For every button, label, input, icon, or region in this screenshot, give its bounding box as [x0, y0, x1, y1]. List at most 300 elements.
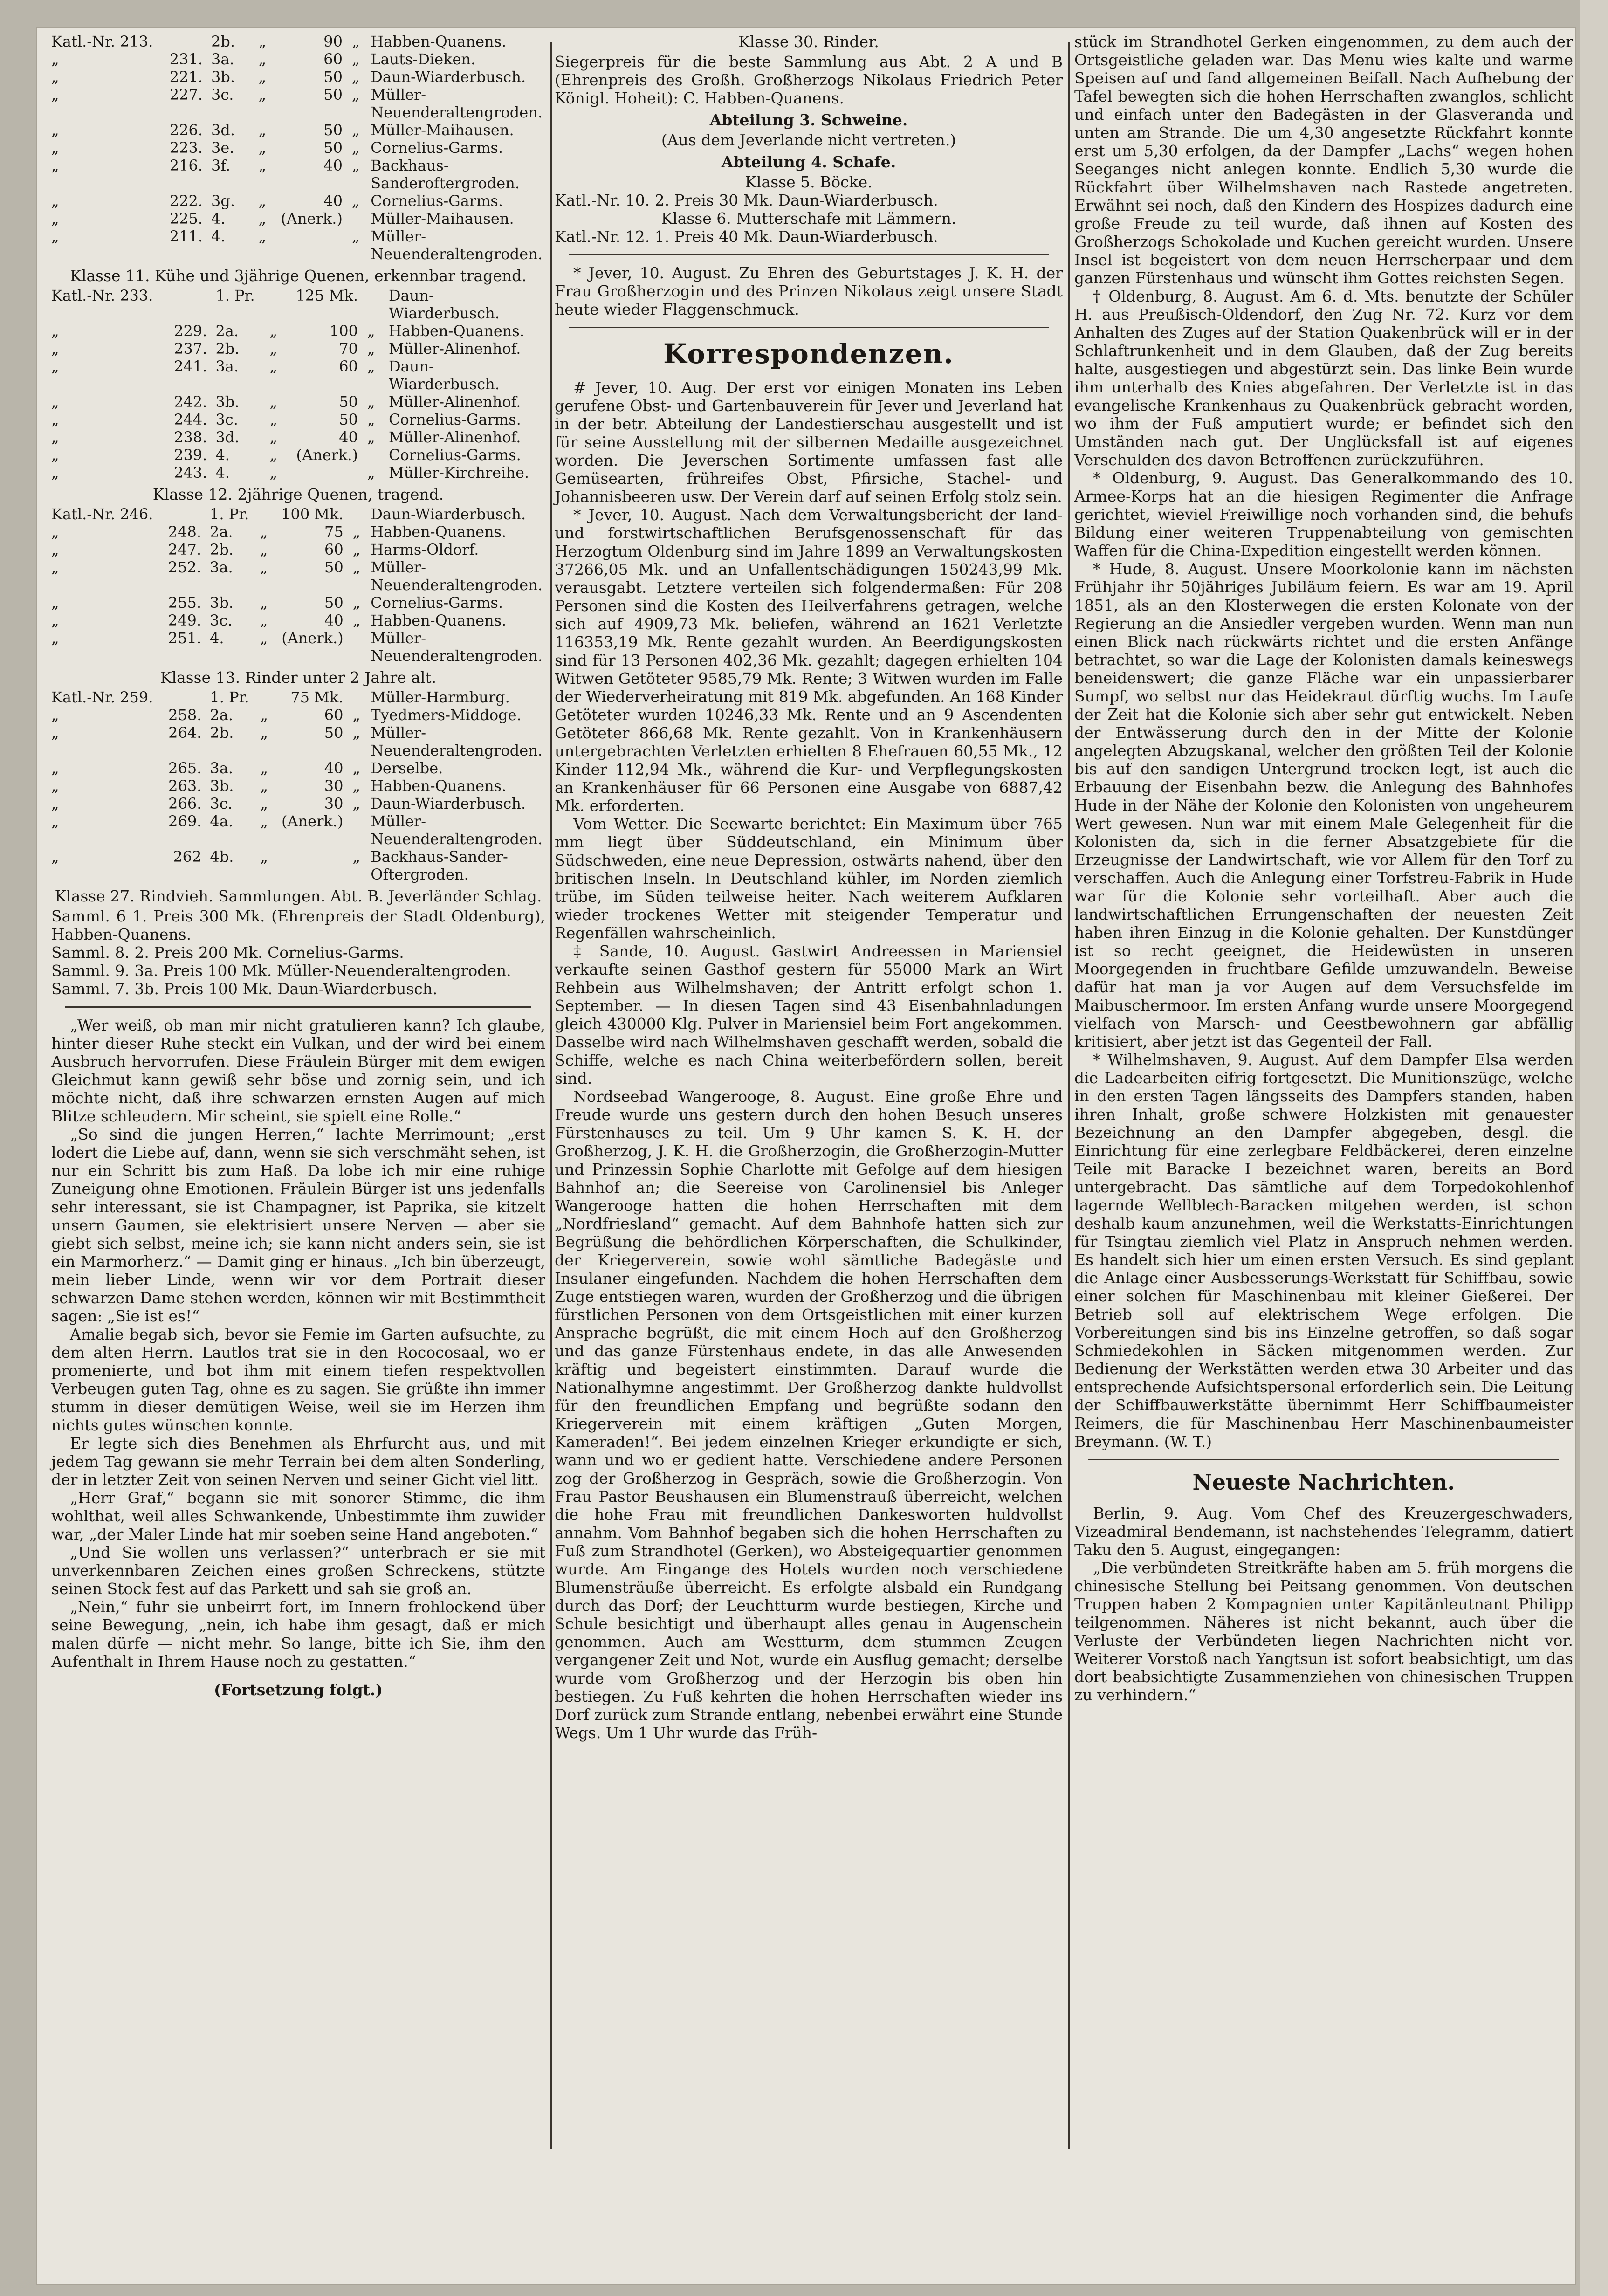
- story-paragraph: „Herr Graf,“ begann sie mit sonorer Stimme, die ihm wohlthat, weil alles Schwankende, Unbestimmte ihm zuwider war, „der Maler Linde hat mir soeben seine Hand angeboten.“: [51, 1489, 545, 1543]
- catalog-row: [51, 411, 545, 428]
- klasse-5-row: Katl.-Nr. 10. 2. Preis 30 Mk. Daun-Wiarderbusch.: [555, 191, 938, 209]
- ditto-mark: „: [258, 227, 267, 245]
- catalog-number-label: „: [51, 612, 59, 629]
- owner-name: Müller-Neuenderaltengroden.: [371, 812, 543, 848]
- story-paragraph: Er legte sich dies Benehmen als Ehrfurcht aus, und mit jedem Tag gewann sie mehr Terrain bei dem alten Sonderling, der in letzter Zeit von seinen Nerven und seiner Gicht viel litt.: [51, 1434, 545, 1489]
- prize-amount: 60: [323, 50, 343, 68]
- catalog-table-top: [51, 33, 545, 263]
- ditto-mark: „: [352, 558, 361, 576]
- owner-name: Backhaus-Sander-Oftergroden.: [371, 848, 508, 883]
- ditto-mark: „: [260, 541, 268, 558]
- catalog-number-label: „: [51, 192, 59, 210]
- catalog-number: 258.: [168, 706, 202, 724]
- owner-name: Habben-Quanens.: [371, 33, 507, 50]
- ditto-mark: [269, 287, 295, 322]
- catalog-number: 241.: [174, 357, 207, 375]
- catalog-row: [51, 629, 545, 665]
- catalog-row: [51, 688, 545, 706]
- ditto-mark: „: [260, 759, 268, 777]
- prize-amount: [295, 464, 367, 481]
- catalog-number: 243.: [174, 464, 207, 481]
- catalog-number-label: Katl.-Nr. 246.: [51, 505, 153, 523]
- ditto-mark: „: [258, 68, 267, 86]
- ditto-mark: [367, 287, 389, 322]
- ditto-mark: „: [352, 706, 361, 724]
- owner-name: Daun-Wiarderbusch.: [389, 357, 500, 393]
- ditto-mark: „: [352, 777, 361, 795]
- ditto-mark: „: [351, 227, 360, 245]
- catalog-number-label: „: [51, 121, 59, 139]
- column-2: [555, 33, 1063, 1742]
- prize-grade: 3b.: [215, 393, 240, 411]
- continuation-note: (Fortsetzung folgt.): [213, 1681, 383, 1699]
- catalog-number: [156, 688, 210, 706]
- catalog-number-label: „: [51, 322, 59, 340]
- catalog-row: [51, 464, 545, 481]
- prize-grade: 3d.: [211, 121, 235, 139]
- catalog-number-label: „: [51, 777, 59, 795]
- catalog-row: [51, 848, 545, 883]
- prize-amount: 50: [324, 594, 344, 612]
- prize-grade: 3c.: [211, 86, 234, 103]
- ditto-mark: „: [260, 848, 268, 866]
- catalog-number-label: „: [51, 558, 59, 576]
- catalog-row: [51, 210, 545, 227]
- catalog-number: 221.: [169, 68, 203, 86]
- news-paragraph: † Oldenburg, 8. August. Am 6. d. Mts. benutzte der Schüler H. aus Preußisch-Oldendorf, den Zug Nr. 72. Kurz vor dem Anhalten des Zuges auf der Station Quakenbrück will er in der Schlaftrunkenheit und in dem Glauben, daß der Zug bereits halte, ausgestiegen und abgestürzt sein. Das linke Bein wurde ihm unterhalb des Knies abgefahren. Der Verletzte ist in das evangelische Krankenhaus zu Quakenbrück gebracht worden, wo ihm der Fuß amputiert wurde; er befindet sich den Umständen nach gut. Der Unglücksfall ist auf eigenes Verschulden des davon Betroffenen zurückzuführen.: [1074, 287, 1573, 469]
- ditto-mark: „: [351, 86, 360, 103]
- prize-grade: 4.: [215, 446, 230, 464]
- catalog-number: 244.: [174, 411, 207, 428]
- sammlung-row: Samml. 6 1. Preis 300 Mk. (Ehrenpreis der Stadt Oldenburg), Habben-Quanens.: [51, 907, 545, 943]
- prize-amount: 50: [323, 139, 343, 157]
- korrespondenzen-title: Korrespondenzen.: [663, 338, 954, 370]
- ditto-mark: „: [269, 411, 278, 428]
- ditto-mark: „: [352, 612, 361, 629]
- prize-amount: 40: [323, 192, 343, 210]
- catalog-number: 237.: [174, 340, 207, 357]
- catalog-row: [51, 505, 545, 523]
- klasse-12-heading: Klasse 12. 2jährige Quenen, tragend.: [152, 485, 444, 503]
- ditto-mark: „: [269, 322, 278, 340]
- catalog-number-label: „: [51, 86, 59, 103]
- news-paragraph: ‡ Sande, 10. August. Gastwirt Andreessen in Mariensiel verkaufte seinen Gasthof gestern für 55000 Mark an Wirt Rehbein aus Wilhelmshaven; der Antritt erfolgt schon 1. September. — In diesen Tagen sind 43 Eisenbahnladungen gleich 430000 Klg. Pulver in Mariensiel beim Fort angekommen. Dasselbe wird nach Wilhelmshaven geschafft werden, sobald die Schiffe, welche es nach China weiterbefördern sollen, bereit sind.: [555, 942, 1063, 1087]
- ditto-mark: „: [258, 210, 267, 227]
- ditto-mark: „: [352, 848, 361, 866]
- ditto-mark: „: [351, 68, 360, 86]
- feuilleton-story: [51, 1016, 545, 1670]
- column-3: [1074, 33, 1573, 1704]
- prize-grade: 4.: [215, 464, 230, 481]
- neueste-nachrichten-title: Neueste Nachrichten.: [1192, 1470, 1455, 1495]
- sammlung-row: Samml. 9. 3a. Preis 100 Mk. Müller-Neuenderaltengroden.: [51, 962, 511, 980]
- prize-amount: 50: [339, 393, 358, 411]
- owner-name: Daun-Wiarderbusch.: [389, 287, 500, 322]
- catalog-number-label: „: [51, 812, 59, 830]
- prize-amount: 70: [339, 340, 358, 357]
- catalog-row: [51, 558, 545, 594]
- owner-name: Müller-Kirchreihe.: [389, 464, 529, 481]
- ditto-mark: „: [352, 724, 361, 742]
- ditto-mark: [353, 629, 371, 665]
- ditto-mark: „: [367, 411, 375, 428]
- prize-grade: 2b.: [215, 340, 240, 357]
- column-rule-right: [1068, 42, 1070, 2149]
- prize-amount: 100 Mk.: [281, 505, 344, 523]
- owner-name: Müller-Neuenderaltengroden.: [371, 558, 543, 594]
- owner-name: Cornelius-Garms.: [389, 446, 521, 464]
- page-edge-strip: [1580, 0, 1608, 2296]
- prize-amount: 50: [323, 86, 343, 103]
- prize-amount: 60: [339, 357, 358, 375]
- ditto-mark: „: [367, 322, 375, 340]
- ditto-mark: [353, 505, 371, 523]
- ditto-mark: „: [260, 612, 268, 629]
- catalog-number: 227.: [169, 86, 203, 103]
- catalog-number-label: „: [51, 50, 59, 68]
- catalog-number-label: „: [51, 724, 59, 742]
- catalog-number: 242.: [174, 393, 207, 411]
- catalog-row: [51, 121, 545, 139]
- prize-amount: 50: [324, 724, 344, 742]
- catalog-row: [51, 68, 545, 86]
- ditto-mark: „: [269, 357, 278, 375]
- prize-grade: 3f.: [211, 157, 231, 174]
- sammlung-row: Samml. 8. 2. Preis 200 Mk. Cornelius-Garms.: [51, 943, 404, 962]
- catalog-number: 264.: [168, 724, 202, 742]
- owner-name: Habben-Quanens.: [371, 777, 507, 795]
- catalog-number: 239.: [174, 446, 207, 464]
- ditto-mark: „: [367, 428, 375, 446]
- catalog-number: 249.: [168, 612, 202, 629]
- catalog-row: [51, 192, 545, 210]
- prize-amount: (Anerk.): [282, 629, 344, 647]
- ditto-mark: „: [351, 121, 360, 139]
- ditto-mark: „: [352, 795, 361, 812]
- ditto-mark: „: [269, 393, 278, 411]
- owner-name: Müller-Maihausen.: [371, 210, 514, 227]
- catalog-number-label: „: [51, 523, 59, 541]
- catalog-number-label: „: [51, 411, 59, 428]
- owner-name: Habben-Quanens.: [371, 612, 507, 629]
- prize-grade: 3g.: [211, 192, 235, 210]
- catalog-number: 248.: [168, 523, 202, 541]
- catalog-number: 262: [173, 848, 202, 866]
- owner-name: Cornelius-Garms.: [389, 411, 521, 428]
- prize-grade: 1. Pr.: [215, 287, 255, 304]
- owner-name: Daun-Wiarderbusch.: [371, 795, 526, 812]
- catalog-row: [51, 612, 545, 629]
- prize-amount: (Anerk.): [281, 210, 343, 227]
- klasse-30-heading: Klasse 30. Rinder.: [738, 33, 879, 51]
- ditto-mark: „: [367, 464, 375, 481]
- ditto-mark: „: [367, 393, 375, 411]
- prize-amount: 90: [323, 33, 343, 50]
- prize-grade: 3b.: [210, 777, 234, 795]
- catalog-number: 269.: [168, 812, 202, 830]
- catalog-number-label: „: [51, 157, 59, 174]
- owner-name: Tyedmers-Middoge.: [371, 706, 522, 724]
- catalog-row: [51, 706, 545, 724]
- owner-name: Harms-Oldorf.: [371, 541, 479, 558]
- siegerpreis-text: Siegerpreis für die beste Sammlung aus Abt. 2 A und B (Ehrenpreis des Großh. Großherzogs Nikolaus Friedrich Peter Königl. Hoheit): C. Habben-Quanens.: [555, 53, 1063, 107]
- prize-amount: 60: [324, 541, 344, 558]
- prize-amount: 50: [339, 411, 358, 428]
- ditto-mark: „: [352, 523, 361, 541]
- catalog-number: 223.: [169, 139, 203, 157]
- prize-grade: 3a.: [211, 50, 234, 68]
- catalog-number: 225.: [169, 210, 203, 227]
- ditto-mark: „: [269, 428, 278, 446]
- catalog-number: [156, 287, 215, 322]
- prize-amount: 100: [329, 322, 358, 340]
- prize-amount: 60: [324, 706, 344, 724]
- klasse-6-row: Katl.-Nr. 12. 1. Preis 40 Mk. Daun-Wiarderbusch.: [555, 227, 938, 246]
- prize-grade: 3b.: [211, 68, 235, 86]
- catalog-row: [51, 795, 545, 812]
- story-paragraph: „Nein,“ fuhr sie unbeirrt fort, im Innern frohlockend über seine Bewegung, „nein, ich habe ihm gesagt, daß er mich malen dürfe — nicht mehr. So lange, bitte ich Sie, ihm den Aufenthalt in Ihrem Hause noch zu gestatten.“: [51, 1598, 545, 1670]
- prize-amount: 40: [339, 428, 358, 446]
- telegram-paragraph: „Die verbündeten Streitkräfte haben am 5. früh morgens die chinesische Stellung bei Peitsang genommen. Von deutschen Truppen haben 2 Kompagnien unter Kapitänleutnant Philipp teilgenommen. Näheres ist nicht bekannt, auch über die Verluste der Verbündeten liegen Nachrichten nicht vor. Weiterer Vorstoß nach Yangtsun ist sofort beabsichtigt, um das dort beabsichtigte Zusammenziehen von chinesischen Truppen zu verhindern.“: [1074, 1559, 1573, 1704]
- news-paragraph: stück im Strandhotel Gerken eingenommen, zu dem auch der Ortsgeistliche geladen war. Das Menu wies kalte und warme Speisen auf und fand allgemeinen Beifall. Nach Aufhebung der Tafel bewegten sich die hohen Herrschaften zwanglos, schlicht und einfach unter den Badegästen in der Glasveranda und unten am Strande. Die um 4,30 angesetzte Rückfahrt konnte erst um 5,30 erfolgen, da der Dampfer „Lachs“ wegen hohen Seeganges nicht anlegen konnte. Endlich 5,30 wurde die Rückfahrt über Wilhelmshaven nach Rastede angetreten. Erwähnt sei noch, daß den Kindern des Hospizes dadurch eine große Freude zu teil wurde, daß ihnen auf Kosten des Großherzogs Schokolade und Kuchen gereicht wurden. Unsere Insel ist begeistert von dem neuen Herrscherpaar und dem ganzen Fürstenhaus und wünscht ihm Gottes reichsten Segen.: [1074, 33, 1573, 287]
- section-divider: [1088, 1459, 1559, 1460]
- catalog-number-label: Katl.-Nr. 233.: [51, 287, 153, 304]
- ditto-mark: „: [367, 340, 375, 357]
- owner-name: Müller-Neuenderaltengroden.: [371, 724, 543, 759]
- catalog-table-klasse-11: [51, 287, 545, 481]
- catalog-table-klasse-12: [51, 505, 545, 665]
- prize-grade: 4a.: [210, 812, 233, 830]
- abteilung-4-heading: Abteilung 4. Schafe.: [721, 153, 896, 171]
- prize-grade: 2a.: [210, 706, 233, 724]
- story-paragraph: „Und Sie wollen uns verlassen?“ unterbrach er sie mit unverkennbaren Zeichen eines großen Schreckens, stützte seinen Stock fest auf das Parkett und sah sie groß an.: [51, 1543, 545, 1598]
- prize-amount: 40: [324, 612, 344, 629]
- column-1: [51, 33, 545, 1701]
- catalog-number-label: „: [51, 629, 59, 647]
- owner-name: Cornelius-Garms.: [371, 594, 503, 612]
- prize-grade: 4.: [210, 629, 224, 647]
- jever-flag-note: * Jever, 10. August. Zu Ehren des Geburtstages J. K. H. der Frau Großherzogin und des Prinzen Nikolaus zeigt unsere Stadt heute wieder Flaggenschmuck.: [555, 264, 1063, 318]
- catalog-row: [51, 428, 545, 446]
- news-paragraph: # Jever, 10. Aug. Der erst vor einigen Monaten ins Leben gerufene Obst- und Gartenbauverein für Jever und Jeverland hat in der betr. Abteilung der Landestierschau ausgestellt und ist für seine Ausstellung mit der silbernen Medaille ausgezeichnet worden. Die Jeverschen Sortimente umfassen fast alle Gemüsearten, frühreifes Obst, Pfirsiche, Stachel- und Johannisbeeren usw. Der Verein darf auf seinen Erfolg stolz sein.: [555, 378, 1063, 506]
- catalog-row: [51, 227, 545, 263]
- news-paragraph: * Hude, 8. August. Unsere Moorkolonie kann im nächsten Frühjahr ihr 50jähriges Jubiläum feiern. Es war am 19. April 1851, als an den Klosterwegen die ersten Kolonate von der Regierung an die Ansiedler vergeben wurden. Wenn man nun einen Blick nach rückwärts richtet und die ersten Anfänge betrachtet, so war die Lage der Kolonisten damals keineswegs beneidenswert; die ganze Fläche war ein unpassierbarer Sumpf, wo selbst nur das Heidekraut dürftig wuchs. Im Laufe der Zeit hat die Kolonie sich aber sehr gut entwickelt. Neben der Entwässerung durch den in der Mitte der Kolonie angelegten Abzugskanal, welcher den größten Teil der Kolonie bis auf den sandigen Untergrund trocken legt, ist auch die Erbauung der Eisenbahn bezw. die Anlegung des Bahnhofes Hude in der Nähe der Kolonie den Kolonisten von ungeheurem Wert gewesen. Nun war mit einem Male Gelegenheit für die Kolonisten da, sich in die ferner Absatzgebiete für die Erzeugnisse der Landwirtschaft, wie vor Allem für den Torf zu verschaffen. Auch die Anlegung einer Torfstreu-Fabrik in Hude war für die Kolonie sehr vorteilhaft. Aber auch die landwirtschaftlichen Errungenschaften der neuesten Zeit haben ihren Einzug in die Kolonie gehalten. Der Kunstdünger ist so recht geeignet, die Heidewüsten in unseren Moorgegenden in fruchtbare Gefilde umzuwandeln. Beweise dafür hat man ja vor Augen auf dem Versuchsfelde im Maibuschermoor. Im ersten Anfang wurde unsere Moorgegend vielfach von Marsch- und Geestbewohnern gar abfällig kritisiert, aber jetzt ist das Gegenteil der Fall.: [1074, 560, 1573, 1051]
- catalog-number-label: Katl.-Nr. 259.: [51, 688, 153, 706]
- catalog-row: [51, 139, 545, 157]
- ditto-mark: „: [258, 139, 267, 157]
- owner-name: Daun-Wiarderbusch.: [371, 505, 526, 523]
- owner-name: Müller-Neuenderaltengroden.: [371, 629, 543, 665]
- catalog-number-label: „: [51, 393, 59, 411]
- catalog-row: [51, 287, 545, 322]
- story-paragraph: „So sind die jungen Herren,“ lachte Merrimount; „erst lodert die Liebe auf, dann, wenn sie sich verschmäht sehen, ist nur ein Schritt bis zum Haß. Da lobe ich mir eine ruhige Zuneigung ohne Emotionen. Fräulein Bürger ist uns jedenfalls sehr interessant, sie ist Champagner, ist Paprika, sie kitzelt unsern Gaumen, sie elektrisiert unsere Nerven — aber sie giebt sich selbst, meine ich; sie kann nicht anders sein, sie ist ein Marmorherz.“ — Damit ging er hinaus. „Ich bin überzeugt, mein lieber Linde, wenn wir vor dem Portrait dieser schwarzen Dame stehen werden, können wir mit Bestimmtheit sagen: „Sie ist es!“: [51, 1125, 545, 1325]
- ditto-mark: „: [258, 86, 267, 103]
- ditto-mark: „: [260, 594, 268, 612]
- catalog-number: 216.: [169, 157, 203, 174]
- ditto-mark: „: [258, 157, 267, 174]
- catalog-number: [156, 505, 210, 523]
- prize-amount: (Anerk.): [296, 446, 358, 464]
- prize-amount: 125 Mk.: [295, 287, 358, 304]
- ditto-mark: „: [260, 558, 268, 576]
- catalog-number-label: „: [51, 227, 59, 245]
- owner-name: Habben-Quanens.: [389, 322, 524, 340]
- prize-grade: 2a.: [215, 322, 239, 340]
- news-paragraph: Nordseebad Wangerooge, 8. August. Eine große Ehre und Freude wurde uns gestern durch den hohen Besuch unseres Fürstenhauses zu teil. Um 9 Uhr kamen S. K. H. der Großherzog, J. K. H. die Großherzogin, die Großherzogin-Mutter und Prinzessin Sophie Charlotte mit Gefolge auf dem hiesigen Bahnhof an; die Seereise von Carolinensiel bis Anleger Wangerooge hatten die hohen Herrschaften mit dem „Nordfriesland“ gemacht. Auf dem Bahnhofe hatten sich zur Begrüßung die behördlichen Körperschaften, die Schulkinder, der Kriegerverein, sowie wohl sämtliche Badegäste und Insulaner eingefunden. Nachdem die hohen Herrschaften dem Zuge entstiegen waren, wurden der Großherzog und die übrigen fürstlichen Personen von dem Ortsgeistlichen mit einer kurzen Ansprache begrüßt, die mit einem Hoch auf den Großherzog und das ganze Fürstenhaus endete, in das alle Anwesenden kräftig und begeistert einstimmten. Darauf wurde die Nationalhymne angestimmt. Der Großherzog dankte huldvollst für den freundlichen Empfang und begrüßte sodann den Kriegerverein mit einem kräftigen „Guten Morgen, Kameraden!“. Bei jedem einzelnen Krieger erkundigte er sich, wann und wo er gedient hatte. Verschiedene andere Personen zog der Großherzog in Gespräch, sowie die Großherzogin. Von Frau Pastor Beushausen ein Blumenstrauß überreicht, welchen die hohe Frau mit freundlichen Dankesworten huldvollst annahm. Vom Bahnhof begaben sich die hohen Herrschaften zu Fuß zum Strandhotel (Gerken), wo Absteigequartier genommen wurde. Am Eingange des Hotels wurden noch verschiedene Blumensträuße überreicht. Es erfolgte alsbald ein Rundgang durch das Dorf; der Leuchtturm wurde bestiegen, Kirche und Schule besichtigt und überhaupt alles genau in Augenschein genommen. Auch am Westturm, dem stummen Zeugen vergangener Zeit und Not, wurde ein Ausflug gemacht; derselbe wurde vom Großherzog und der Herzogin bis oben hin bestiegen. Zu Fuß kehrten die hohen Herrschaften wieder ins Dorf zurück zum Strande entlang, nebenbei erwährt eine Stunde Wegs. Um 1 Uhr wurde das Früh-: [555, 1087, 1063, 1742]
- section-divider: [65, 1006, 531, 1008]
- catalog-table-klasse-13: [51, 688, 545, 883]
- ditto-mark: „: [258, 121, 267, 139]
- owner-name: Cornelius-Garms.: [371, 192, 503, 210]
- ditto-mark: [367, 446, 389, 464]
- catalog-number: 231.: [169, 50, 203, 68]
- prize-amount: 75: [324, 523, 344, 541]
- catalog-row: [51, 322, 545, 340]
- owner-name: Daun-Wiarderbusch.: [371, 68, 526, 86]
- ditto-mark: „: [258, 50, 267, 68]
- catalog-row: [51, 340, 545, 357]
- catalog-number-label: „: [51, 848, 59, 866]
- ditto-mark: „: [352, 541, 361, 558]
- prize-grade: 3c.: [215, 411, 238, 428]
- catalog-number: 226.: [169, 121, 203, 139]
- news-paragraph: * Wilhelmshaven, 9. August. Auf dem Dampfer Elsa werden die Ladearbeiten eifrig fortgesetzt. Die Munitionszüge, welche in den ersten Tagen längsseits des Dampfers standen, haben ihren Inhalt, große schwere Holzkisten mit genauester Bezeichnung an den Dampfer abgegeben, desgl. die Einrichtung für eine zerlegbare Feldbäckerei, deren einzelne Teile mit Baracke I bezeichnet waren, bereits an Bord untergebracht. Das sämtliche auf dem Torpedokohlenhof lagernde Wellblech-Baracken mitgehen werden, ist schon deshalb kaum anzunehmen, weil die Werkstatts-Einrichtungen für Tsingtau ziemlich viel Platz in Anspruch nehmen werden. Es handelt sich hier um einen ersten Versuch. Es sind geplant die Anlage einer Ausbesserungs-Werkstatt für Schiffbau, sowie einer solchen für Maschinenbau mit kleiner Gießerei. Der Betrieb soll auf elektrischem Wege erfolgen. Die Vorbereitungen sind bis ins Einzelne getroffen, so daß sogar Schmiedekohlen in Säcken mitgenommen werden. Zur Bedienung der Werkstätten werden etwa 30 Arbeiter und das entsprechende Aufsichtspersonal erforderlich sein. Die Leitung der Schiffbauwerkstätte übernimmt Herr Schiffbaumeister Reimers, die für Maschinenbau Herr Maschinenbaumeister Breymann. (W. T.): [1074, 1051, 1573, 1450]
- catalog-row: [51, 393, 545, 411]
- catalog-row: [51, 759, 545, 777]
- owner-name: Lauts-Dieken.: [371, 50, 476, 68]
- ditto-mark: „: [258, 33, 267, 50]
- ditto-mark: [352, 812, 371, 848]
- ditto-mark: [352, 210, 371, 227]
- catalog-number: 222.: [169, 192, 203, 210]
- prize-grade: 2b.: [210, 541, 234, 558]
- klasse-11-heading: Klasse 11. Kühe und 3jährige Quenen, erkennbar tragend.: [70, 267, 527, 285]
- ditto-mark: „: [367, 357, 375, 375]
- catalog-row: [51, 157, 545, 192]
- catalog-number-label: „: [51, 446, 59, 464]
- prize-grade: 3b.: [210, 594, 234, 612]
- klasse-6-heading: Klasse 6. Mutterschafe mit Lämmern.: [661, 209, 956, 227]
- catalog-number-label: „: [51, 68, 59, 86]
- prize-grade: 1. Pr.: [210, 688, 249, 706]
- catalog-number: 251.: [168, 629, 202, 647]
- catalog-number: 211.: [169, 227, 203, 245]
- news-paragraph: * Jever, 10. August. Nach dem Verwaltungsbericht der land- und forstwirtschaftlichen Berufsgenossenschaft für das Herzogtum Oldenburg sind im Jahre 1899 an Verwaltungskosten 37266,05 Mk. und an Unfallentschädigungen 150243,99 Mk. verausgabt. Letztere verteilen sich folgendermaßen: Für 208 Personen sind die Kosten des Heilverfahrens getragen, welche sich auf 4909,73 Mk. beliefen, während an 1621 Verletzte 116353,19 Mk. Rente gezahlt wurden. An Beerdigungskosten sind für 13 Personen 402,36 Mk. gezahlt; dagegen erhielten 104 Witwen Getöteter 9585,79 Mk. Rente; 3 Witwen wurden im Falle der Wiederverheiratung mit 819 Mk. abgefunden. An 168 Kinder Getöteter wurden 10246,33 Mk. Rente und an 9 Ascendenten Getöteter 866,68 Mk. Rente gezahlt. Von in Krankenhäusern untergebrachten Verletzten erhielten 8 Ehefrauen 60,55 Mk., 12 Kinder 112,94 Mk., während die Kur- und Verpflegungskosten an Krankenhäuser für 66 Personen eine Ausgabe von 6887,42 Mk. erforderten.: [555, 506, 1063, 815]
- ditto-mark: [260, 688, 282, 706]
- sammlung-row: Samml. 7. 3b. Preis 100 Mk. Daun-Wiarderbusch.: [51, 980, 438, 998]
- catalog-number: 238.: [174, 428, 207, 446]
- prize-amount: (Anerk.): [281, 812, 344, 830]
- prize-amount: 40: [324, 759, 344, 777]
- owner-name: Müller-Harmburg.: [371, 688, 510, 706]
- catalog-row: [51, 724, 545, 759]
- prize-grade: 4b.: [210, 848, 234, 866]
- catalog-number-label: „: [51, 428, 59, 446]
- klasse-13-heading: Klasse 13. Rinder unter 2 Jahre alt.: [160, 668, 437, 687]
- ditto-mark: „: [269, 446, 278, 464]
- ditto-mark: „: [351, 139, 360, 157]
- owner-name: Cornelius-Garms.: [371, 139, 503, 157]
- berlin-paragraph: Berlin, 9. Aug. Vom Chef des Kreuzergeschwaders, Vizeadmiral Bendemann, ist nachstehendes Telegramm, datiert Taku den 5. August, eingegangen:: [1074, 1504, 1573, 1559]
- catalog-number-label: „: [51, 759, 59, 777]
- catalog-number: 263.: [168, 777, 202, 795]
- catalog-number-label: „: [51, 357, 59, 375]
- abteilung-3-note: (Aus dem Jeverlande nicht vertreten.): [661, 131, 956, 149]
- catalog-row: [51, 812, 545, 848]
- prize-grade: 2b.: [210, 724, 234, 742]
- owner-name: Müller-Alinenhof.: [389, 428, 521, 446]
- ditto-mark: „: [269, 340, 278, 357]
- catalog-number: 247.: [168, 541, 202, 558]
- catalog-number: [156, 33, 211, 50]
- abteilung-3-heading: Abteilung 3. Schweine.: [709, 111, 908, 129]
- catalog-row: [51, 446, 545, 464]
- catalog-number-label: „: [51, 795, 59, 812]
- prize-grade: 3a.: [215, 357, 239, 375]
- catalog-number: 229.: [174, 322, 207, 340]
- catalog-row: [51, 86, 545, 121]
- prize-amount: 50: [323, 68, 343, 86]
- prize-grade: 3c.: [210, 795, 233, 812]
- owner-name: Habben-Quanens.: [371, 523, 507, 541]
- owner-name: Müller-Neuenderaltengroden.: [371, 227, 543, 263]
- catalog-row: [51, 594, 545, 612]
- catalog-number-label: „: [51, 340, 59, 357]
- catalog-row: [51, 523, 545, 541]
- ditto-mark: „: [260, 795, 268, 812]
- ditto-mark: [352, 688, 371, 706]
- prize-amount: [282, 848, 352, 883]
- prize-grade: 1. Pr.: [210, 505, 249, 523]
- prize-grade: 4.: [211, 210, 226, 227]
- prize-amount: 50: [323, 121, 343, 139]
- sammlungen-list: [51, 907, 545, 998]
- ditto-mark: „: [351, 50, 360, 68]
- prize-grade: 3c.: [210, 612, 233, 629]
- prize-grade: 3a.: [210, 759, 233, 777]
- ditto-mark: „: [352, 594, 361, 612]
- prize-grade: 2a.: [210, 523, 233, 541]
- prize-grade: 2b.: [211, 33, 235, 50]
- owner-name: Müller-Alinenhof.: [389, 340, 521, 357]
- prize-grade: 3d.: [215, 428, 240, 446]
- catalog-row: [51, 50, 545, 68]
- catalog-row: [51, 777, 545, 795]
- catalog-row: [51, 541, 545, 558]
- ditto-mark: [260, 505, 281, 523]
- prize-amount: 30: [324, 795, 344, 812]
- ditto-mark: „: [269, 464, 278, 481]
- section-divider: [569, 327, 1049, 328]
- story-paragraph: Amalie begab sich, bevor sie Femie im Garten aufsuchte, zu dem alten Herrn. Lautlos trat sie in den Rococosaal, wo er promenierte, und bot ihm mit einem tiefen respektvollen Verbeugen guten Tag, ohne es zu sagen. Sie grüßte ihn immer stumm in dieser demütigen Weise, weil sie im Herzen ihm nichts gutes wünschen konnte.: [51, 1325, 545, 1434]
- ditto-mark: „: [352, 759, 361, 777]
- ditto-mark: „: [260, 523, 268, 541]
- catalog-row: [51, 357, 545, 393]
- catalog-number-label: „: [51, 541, 59, 558]
- section-divider: [569, 254, 1049, 255]
- prize-amount: 40: [323, 157, 343, 174]
- prize-amount: [281, 227, 351, 263]
- news-paragraph: Vom Wetter. Die Seewarte berichtet: Ein Maximum über 765 mm liegt über Süddeutschland, ein Minimum über Südschweden, eine neue Depression, ostwärts nahend, über den britischen Inseln. In Deutschland kühler, im Norden ziemlich trübe, im Süden teilweise heiter. Nach weiterem Aufklaren wieder trockenes Wetter mit steigender Temperatur und Regenfällen wahrscheinlich.: [555, 815, 1063, 942]
- catalog-number: 265.: [168, 759, 202, 777]
- klasse-5-heading: Klasse 5. Böcke.: [745, 173, 873, 191]
- owner-name: Müller-Alinenhof.: [389, 393, 521, 411]
- catalog-number: 252.: [168, 558, 202, 576]
- ditto-mark: „: [351, 157, 360, 174]
- ditto-mark: „: [260, 629, 268, 647]
- news-paragraph: * Oldenburg, 9. August. Das Generalkommando des 10. Armee-Korps hat an die hiesigen Regimenter die Anfrage gerichtet, wieviel Freiwillige noch vorhanden sind, die behufs Bildung einer weiteren Truppenabteilung von gemischten Waffen für die China-Expedition eingestellt werden können.: [1074, 469, 1573, 560]
- ditto-mark: „: [351, 33, 360, 50]
